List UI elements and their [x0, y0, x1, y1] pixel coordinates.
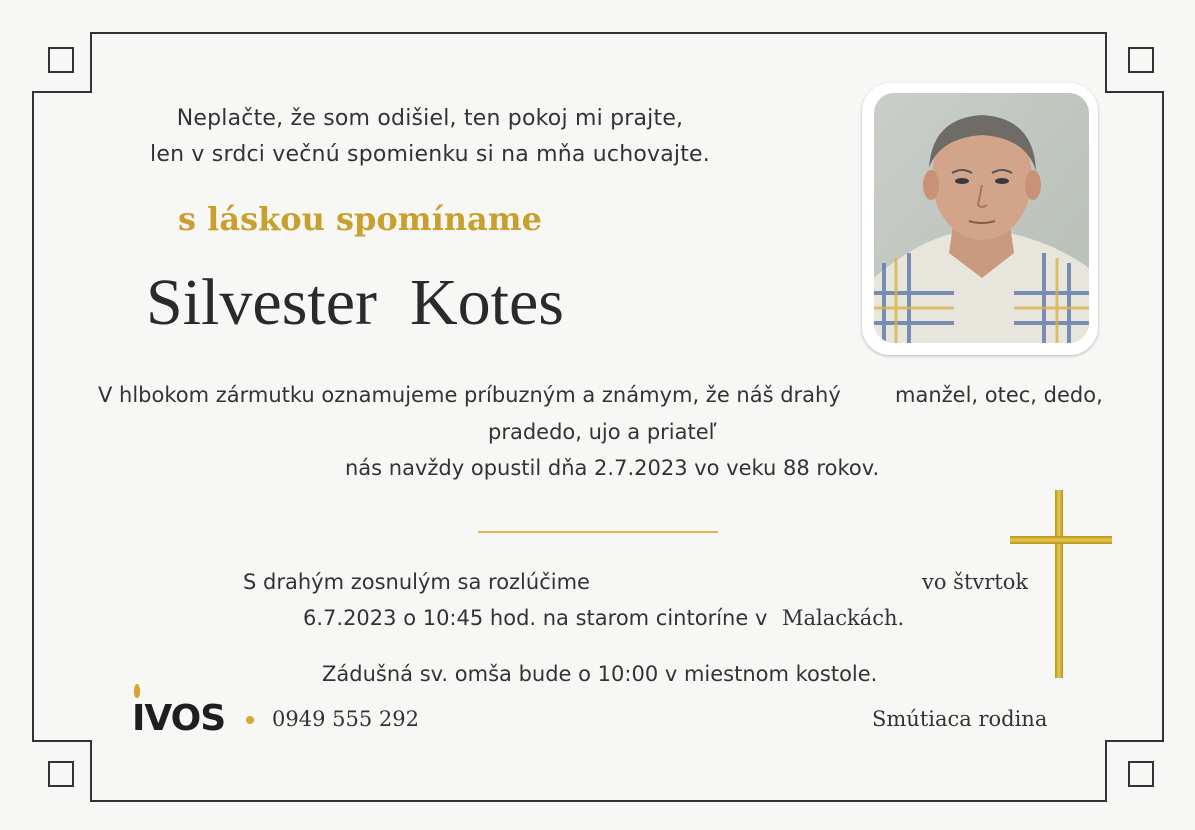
announcement-line-2: pradedo, ujo a priateľ: [488, 420, 717, 444]
announcement-line-3: nás navždy opustil dňa 2.7.2023 vo veku 88 rokov.: [345, 456, 880, 480]
portrait-frame: [862, 83, 1098, 355]
mass-info: Zádušná sv. omša bude o 10:00 v miestnom kostole.: [322, 662, 878, 686]
verse-line-2: len v srdci večnú spomienku si na mňa uchovajte.: [150, 142, 710, 167]
divider-line: [478, 531, 718, 533]
funeral-line-1: S drahým zosnulým sa rozlúčime: [243, 570, 590, 594]
tagline: s láskou spomíname: [178, 200, 542, 238]
bullet-dot-icon: [246, 716, 254, 724]
portrait-photo: [874, 93, 1089, 343]
announcement-relations: manžel, otec, dedo,: [895, 383, 1103, 407]
funeral-place: Malackách.: [782, 606, 905, 630]
verse-line-1: Neplačte, že som odišiel, ten pokoj mi prajte,: [176, 106, 684, 131]
announcement-line-1: V hlbokom zármutku oznamujeme príbuzným a známym, že náš drahý: [98, 383, 841, 407]
signature: Smútiaca rodina: [872, 707, 1048, 731]
deceased-name: Silvester Kotes: [146, 266, 564, 339]
company-logo: IVOS: [132, 698, 226, 739]
company-phone: 0949 555 292: [272, 707, 419, 731]
funeral-day: vo štvrtok: [922, 570, 1029, 594]
cross-icon: [1055, 490, 1063, 678]
candle-flame-icon: [134, 684, 140, 698]
funeral-line-2: 6.7.2023 o 10:45 hod. na starom cintoríne v: [303, 606, 768, 630]
cross-icon-bar: [1010, 536, 1112, 544]
